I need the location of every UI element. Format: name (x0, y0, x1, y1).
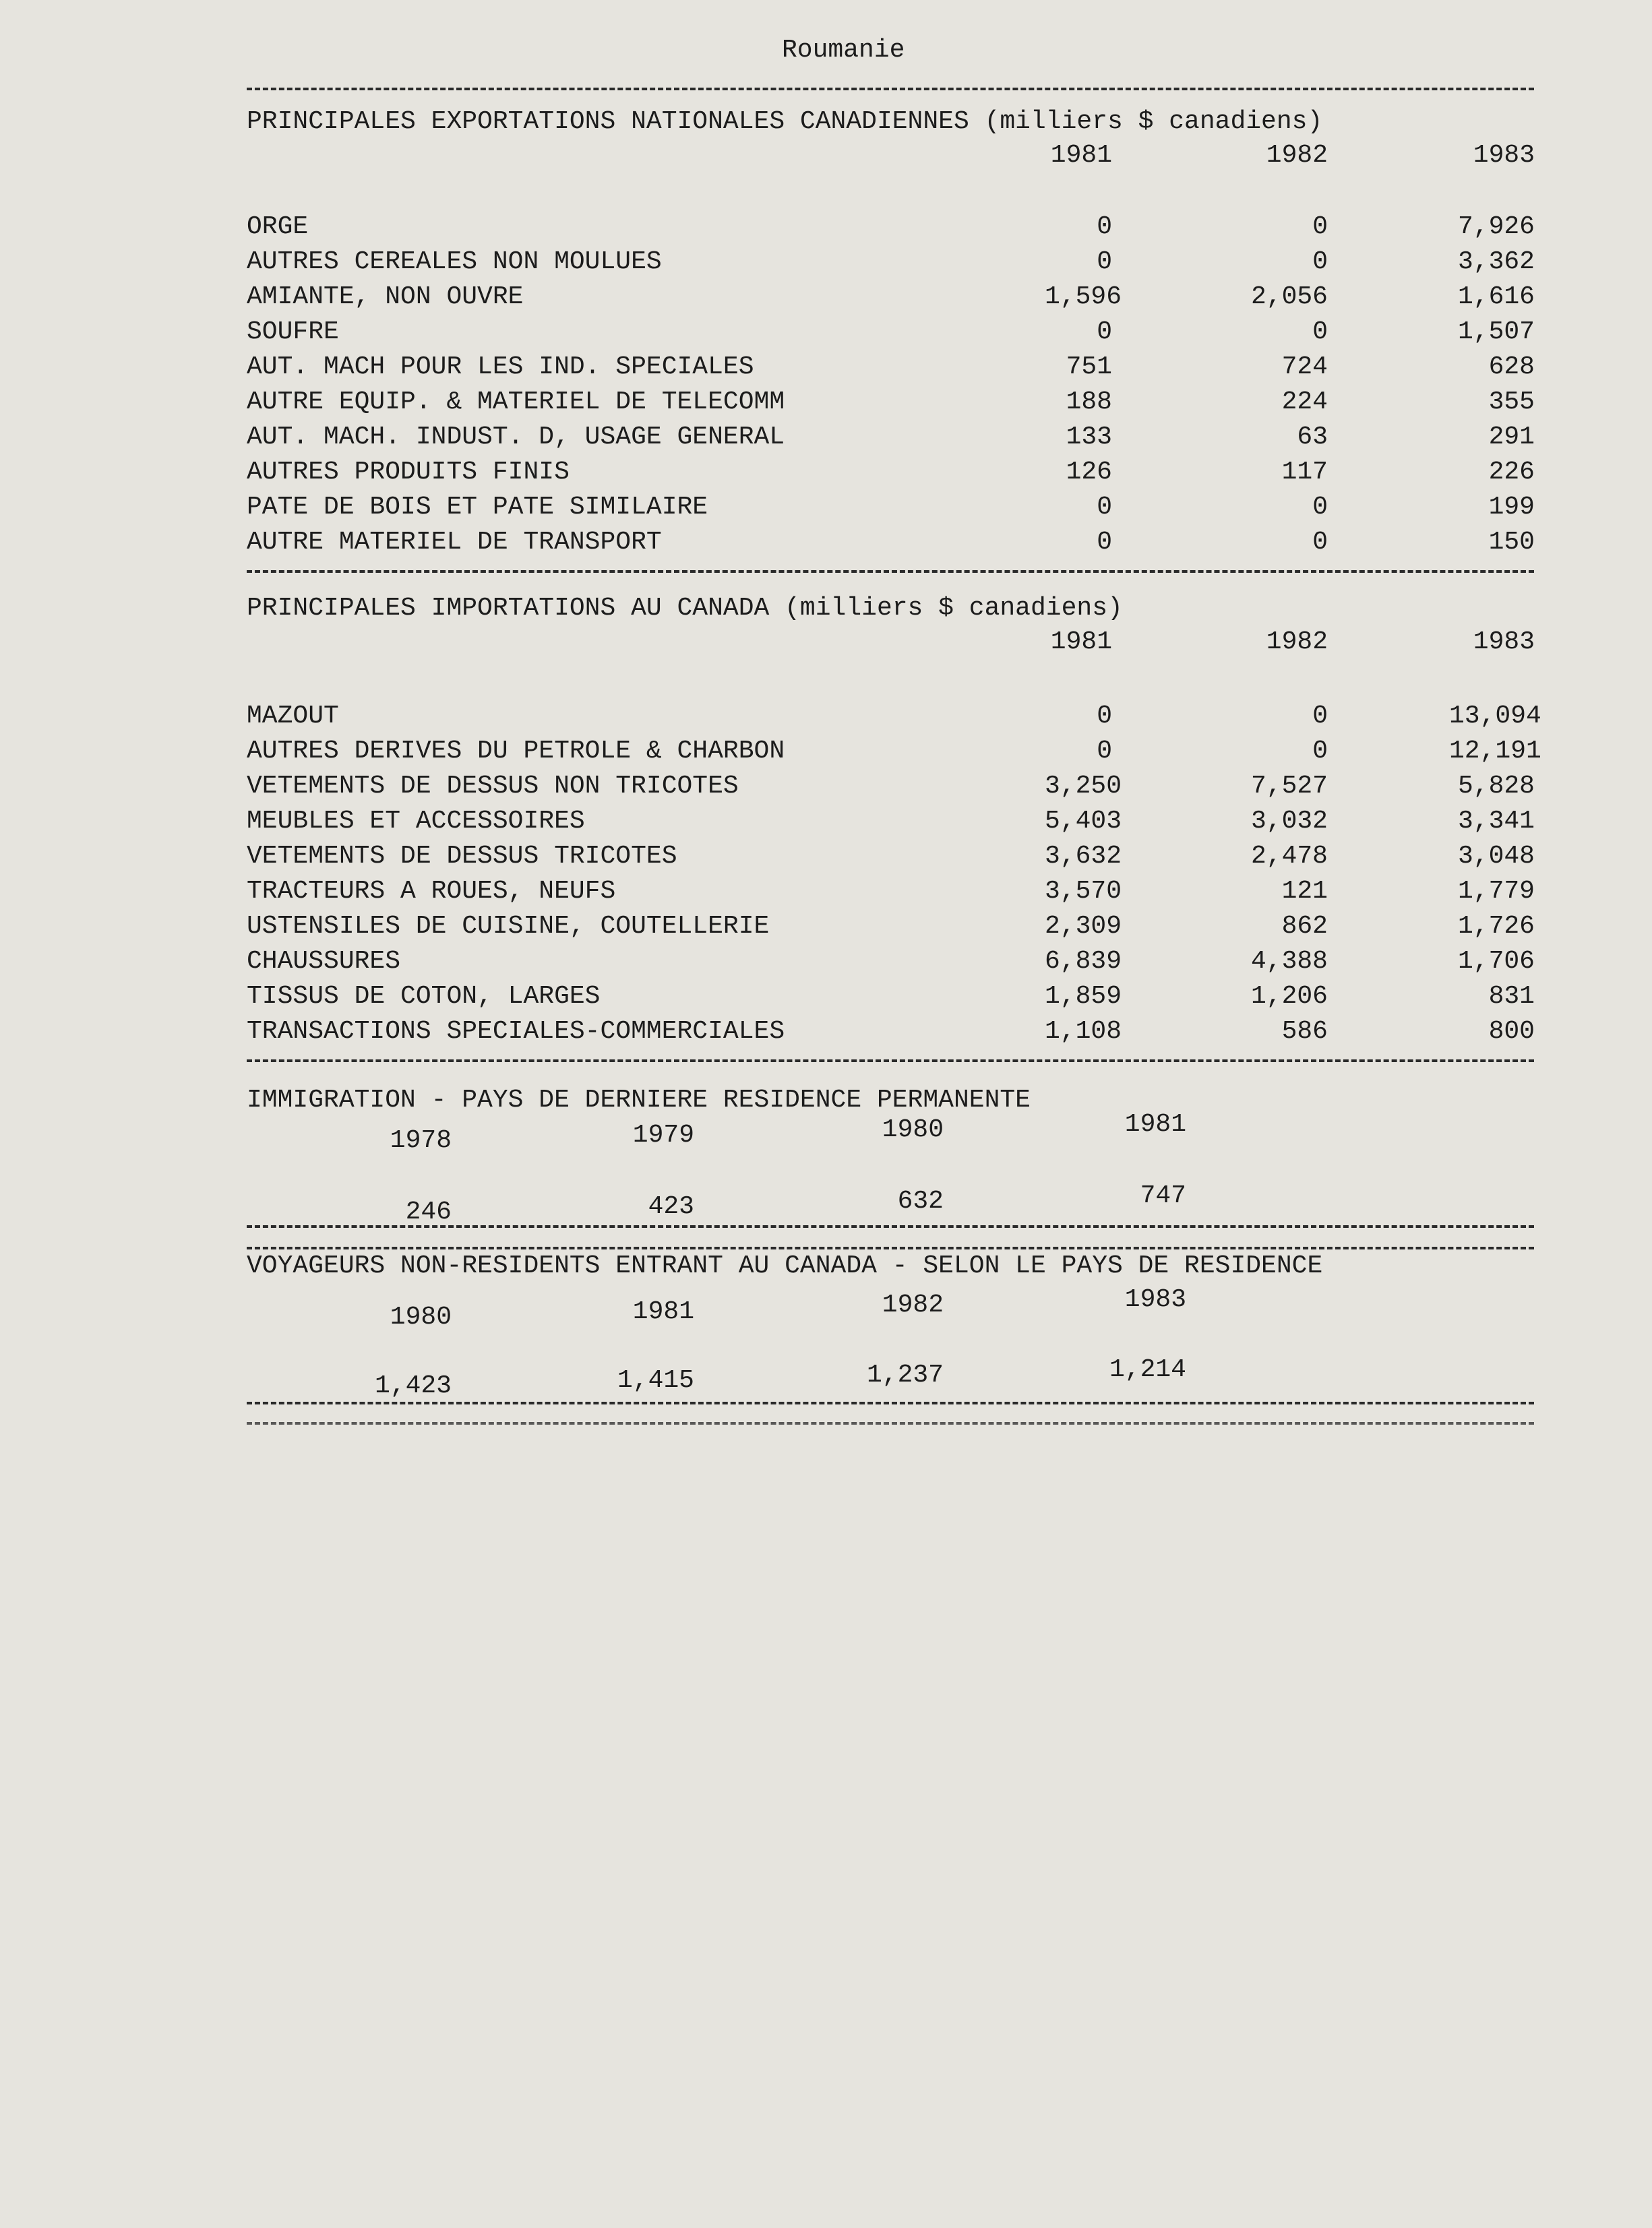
cell-1983: 3,048 (1457, 842, 1535, 871)
divider (247, 1402, 1534, 1404)
cell-1983: 226 (1488, 458, 1535, 487)
cell-1982: 2,056 (1250, 282, 1328, 311)
cell-1982: 0 (1312, 317, 1328, 346)
exports-year-1983: 1983 (1473, 141, 1535, 170)
cell-1981: 3,632 (1045, 842, 1122, 871)
cell-1983: 3,341 (1457, 807, 1535, 836)
row-label: AUT. MACH. INDUST. D, USAGE GENERAL (247, 423, 785, 452)
cell-1983: 7,926 (1457, 212, 1535, 241)
exports-year-1981: 1981 (1050, 141, 1112, 170)
visitors-value: 1,423 (374, 1371, 452, 1400)
cell-1983: 12,191 (1449, 737, 1541, 766)
divider (247, 1225, 1534, 1228)
visitors-year: 1981 (632, 1297, 694, 1326)
immigration-year: 1979 (632, 1121, 694, 1150)
cell-1982: 0 (1312, 702, 1328, 731)
cell-1983: 1,507 (1457, 317, 1535, 346)
divider (247, 1247, 1534, 1249)
row-label: MAZOUT (247, 702, 339, 731)
row-label: AUTRES DERIVES DU PETROLE & CHARBON (247, 737, 785, 766)
row-label: AMIANTE, NON OUVRE (247, 282, 524, 311)
cell-1981: 0 (1097, 493, 1112, 522)
cell-1982: 0 (1312, 737, 1328, 766)
visitors-year: 1982 (882, 1291, 944, 1320)
immigration-value: 423 (648, 1192, 694, 1221)
cell-1981: 2,309 (1045, 912, 1122, 941)
row-label: AUT. MACH POUR LES IND. SPECIALES (247, 352, 754, 381)
row-label: CHAUSSURES (247, 947, 401, 976)
immigration-year: 1980 (882, 1115, 944, 1144)
cell-1982: 724 (1281, 352, 1328, 381)
imports-year-1982: 1982 (1266, 627, 1328, 656)
cell-1982: 862 (1281, 912, 1328, 941)
cell-1983: 628 (1488, 352, 1535, 381)
row-label: AUTRE EQUIP. & MATERIEL DE TELECOMM (247, 388, 785, 416)
cell-1982: 4,388 (1250, 947, 1328, 976)
row-label: TRACTEURS A ROUES, NEUFS (247, 877, 616, 906)
cell-1982: 3,032 (1250, 807, 1328, 836)
cell-1982: 0 (1312, 247, 1328, 276)
cell-1981: 0 (1097, 528, 1112, 557)
cell-1981: 1,596 (1045, 282, 1122, 311)
cell-1982: 0 (1312, 212, 1328, 241)
cell-1983: 1,616 (1457, 282, 1535, 311)
cell-1982: 117 (1281, 458, 1328, 487)
cell-1981: 3,250 (1045, 772, 1122, 801)
page-title: Roumanie (782, 36, 905, 65)
cell-1982: 586 (1281, 1017, 1328, 1046)
cell-1983: 5,828 (1457, 772, 1535, 801)
imports-heading: PRINCIPALES IMPORTATIONS AU CANADA (milliers $ canadiens) (247, 594, 1123, 623)
cell-1983: 1,779 (1457, 877, 1535, 906)
divider (247, 88, 1534, 90)
cell-1981: 0 (1097, 317, 1112, 346)
divider (247, 570, 1534, 573)
visitors-year: 1983 (1124, 1285, 1186, 1314)
cell-1981: 1,108 (1045, 1017, 1122, 1046)
row-label: TISSUS DE COTON, LARGES (247, 982, 601, 1011)
cell-1981: 188 (1066, 388, 1112, 416)
cell-1981: 126 (1066, 458, 1112, 487)
imports-year-1981: 1981 (1050, 627, 1112, 656)
immigration-value: 246 (405, 1198, 452, 1227)
cell-1981: 0 (1097, 702, 1112, 731)
cell-1981: 0 (1097, 247, 1112, 276)
row-label: AUTRE MATERIEL DE TRANSPORT (247, 528, 662, 557)
row-label: AUTRES CEREALES NON MOULUES (247, 247, 662, 276)
cell-1983: 199 (1488, 493, 1535, 522)
cell-1982: 224 (1281, 388, 1328, 416)
immigration-value: 747 (1140, 1181, 1186, 1210)
visitors-year: 1980 (390, 1303, 452, 1332)
row-label: AUTRES PRODUITS FINIS (247, 458, 570, 487)
cell-1982: 1,206 (1250, 982, 1328, 1011)
cell-1982: 2,478 (1250, 842, 1328, 871)
row-label: VETEMENTS DE DESSUS TRICOTES (247, 842, 677, 871)
row-label: SOUFRE (247, 317, 339, 346)
visitors-heading: VOYAGEURS NON-RESIDENTS ENTRANT AU CANADA - SELON LE PAYS DE RESIDENCE (247, 1251, 1323, 1280)
immigration-value: 632 (897, 1187, 944, 1216)
visitors-value: 1,237 (866, 1361, 944, 1390)
cell-1983: 831 (1488, 982, 1535, 1011)
cell-1981: 751 (1066, 352, 1112, 381)
cell-1982: 63 (1297, 423, 1328, 452)
visitors-value: 1,214 (1109, 1355, 1186, 1384)
cell-1981: 133 (1066, 423, 1112, 452)
immigration-year: 1981 (1124, 1110, 1186, 1139)
cell-1982: 0 (1312, 493, 1328, 522)
cell-1981: 5,403 (1045, 807, 1122, 836)
row-label: PATE DE BOIS ET PATE SIMILAIRE (247, 493, 708, 522)
row-label: USTENSILES DE CUISINE, COUTELLERIE (247, 912, 770, 941)
cell-1983: 291 (1488, 423, 1535, 452)
cell-1983: 800 (1488, 1017, 1535, 1046)
cell-1981: 3,570 (1045, 877, 1122, 906)
row-label: MEUBLES ET ACCESSOIRES (247, 807, 585, 836)
divider (247, 1422, 1534, 1425)
cell-1983: 150 (1488, 528, 1535, 557)
cell-1982: 121 (1281, 877, 1328, 906)
cell-1981: 1,859 (1045, 982, 1122, 1011)
row-label: TRANSACTIONS SPECIALES-COMMERCIALES (247, 1017, 785, 1046)
divider (247, 1059, 1534, 1062)
cell-1981: 0 (1097, 737, 1112, 766)
row-label: VETEMENTS DE DESSUS NON TRICOTES (247, 772, 739, 801)
exports-year-1982: 1982 (1266, 141, 1328, 170)
cell-1981: 6,839 (1045, 947, 1122, 976)
cell-1983: 1,726 (1457, 912, 1535, 941)
visitors-value: 1,415 (617, 1366, 694, 1395)
cell-1983: 13,094 (1449, 702, 1541, 731)
cell-1982: 0 (1312, 528, 1328, 557)
imports-year-1983: 1983 (1473, 627, 1535, 656)
cell-1983: 3,362 (1457, 247, 1535, 276)
immigration-heading: IMMIGRATION - PAYS DE DERNIERE RESIDENCE PERMANENTE (247, 1086, 1031, 1115)
cell-1983: 355 (1488, 388, 1535, 416)
immigration-year: 1978 (390, 1126, 452, 1155)
cell-1983: 1,706 (1457, 947, 1535, 976)
cell-1981: 0 (1097, 212, 1112, 241)
exports-heading: PRINCIPALES EXPORTATIONS NATIONALES CANADIENNES (milliers $ canadiens) (247, 107, 1323, 136)
row-label: ORGE (247, 212, 309, 241)
cell-1982: 7,527 (1250, 772, 1328, 801)
